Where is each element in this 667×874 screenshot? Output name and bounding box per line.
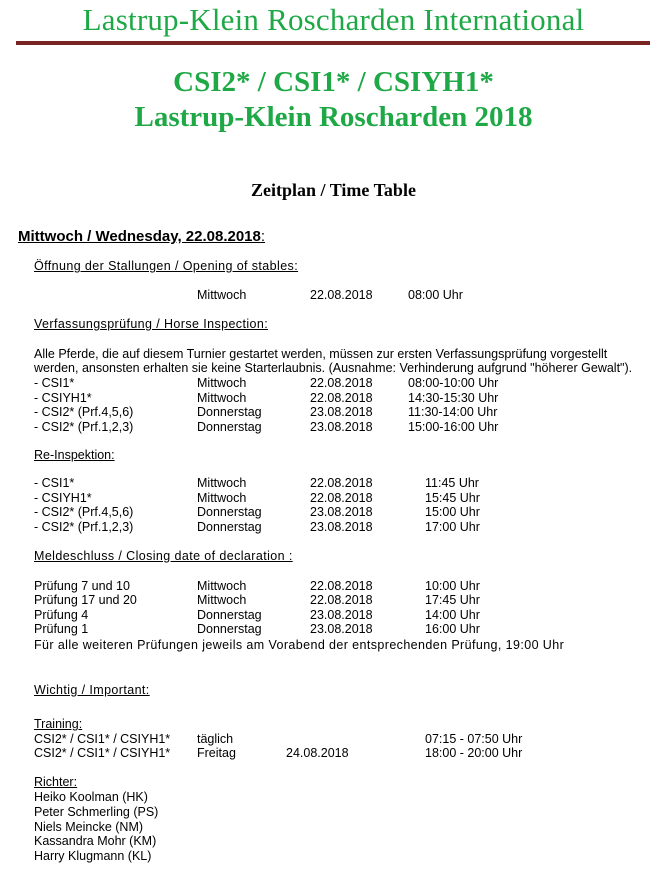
inspection-row-date: 22.08.2018	[310, 376, 373, 390]
stables-day: Mittwoch	[197, 288, 247, 302]
inspection-row-day: Mittwoch	[197, 391, 247, 405]
training-heading: Training:	[34, 717, 83, 731]
inspection-row-date: 23.08.2018	[310, 405, 373, 419]
closing-row-label: Prüfung 1	[34, 622, 89, 636]
closing-note: Für alle weiteren Prüfungen jeweils am Vorabend der entsprechenden Prüfung, 19:00 Uhr	[34, 638, 565, 652]
closing-row-date: 22.08.2018	[310, 579, 373, 593]
training-row-date: 24.08.2018	[286, 746, 349, 760]
closing-row-time: 10:00 Uhr	[425, 579, 480, 593]
reinspection-row-label: - CSIYH1*	[34, 491, 92, 505]
day-heading	[18, 228, 265, 245]
judge-name: Heiko Koolman (HK)	[34, 790, 148, 804]
training-row-day: täglich	[197, 732, 234, 746]
judges-heading: Richter:	[34, 775, 78, 789]
inspection-row-day: Donnerstag	[197, 420, 262, 434]
inspection-note: Alle Pferde, die auf diesem Turnier gestartet werden, müssen zur ersten Verfassungsprüfung vorgestellt werden, ansonsten erhalten sie keine Starterlaubnis. (Ausnahme: Verhinderung aufgrund "höherer Gewalt").	[34, 347, 633, 375]
reinspection-row-day: Mittwoch	[197, 491, 247, 505]
reinspection-row-time: 11:45 Uhr	[425, 476, 479, 490]
header-divider	[16, 41, 650, 45]
closing-row-label: Prüfung 17 und 20	[34, 593, 137, 607]
inspection-row-time: 08:00-10:00 Uhr	[408, 376, 499, 390]
reinspection-heading: Re-Inspektion:	[34, 448, 115, 462]
stables-heading: Öffnung der Stallungen / Opening of stables:	[34, 259, 299, 273]
stables-time: 08:00 Uhr	[408, 288, 463, 302]
reinspection-row-label: - CSI2* (Prf.1,2,3)	[34, 520, 134, 534]
inspection-row-time: 15:00-16:00 Uhr	[408, 420, 499, 434]
inspection-row-time: 14:30-15:30 Uhr	[408, 391, 499, 405]
reinspection-row-time: 17:00 Uhr	[425, 520, 480, 534]
training-row-label: CSI2* / CSI1* / CSIYH1*	[34, 746, 171, 760]
closing-row-day: Donnerstag	[197, 622, 262, 636]
judge-name: Harry Klugmann (KL)	[34, 849, 152, 863]
closing-row-date: 23.08.2018	[310, 608, 373, 622]
inspection-row-day: Donnerstag	[197, 405, 262, 419]
closing-row-date: 22.08.2018	[310, 593, 373, 607]
closing-heading: Meldeschluss / Closing date of declaration :	[34, 549, 293, 563]
inspection-row-label: - CSI2* (Prf.4,5,6)	[34, 405, 134, 419]
reinspection-row-date: 23.08.2018	[310, 520, 373, 534]
closing-row-time: 17:45 Uhr	[425, 593, 480, 607]
important-heading: Wichtig / Important:	[34, 683, 150, 697]
inspection-row-label: - CSI1*	[34, 376, 75, 390]
reinspection-row-day: Mittwoch	[197, 476, 247, 490]
closing-row-label: Prüfung 7 und 10	[34, 579, 130, 593]
timetable-subtitle: Zeitplan / Time Table	[251, 180, 416, 200]
reinspection-row-time: 15:45 Uhr	[425, 491, 480, 505]
inspection-row-label: - CSI2* (Prf.1,2,3)	[34, 420, 134, 434]
closing-row-day: Mittwoch	[197, 593, 247, 607]
training-row-day: Freitag	[197, 746, 236, 760]
closing-row-date: 23.08.2018	[310, 622, 373, 636]
reinspection-row-time: 15:00 Uhr	[425, 505, 480, 519]
inspection-row-label: - CSIYH1*	[34, 391, 92, 405]
judge-name: Peter Schmerling (PS)	[34, 805, 159, 819]
closing-row-day: Donnerstag	[197, 608, 262, 622]
event-classes-title: CSI2* / CSI1* / CSIYH1*	[173, 66, 494, 98]
event-year-title: Lastrup-Klein Roscharden 2018	[134, 101, 533, 133]
reinspection-row-day: Donnerstag	[197, 505, 262, 519]
inspection-row-time: 11:30-14:00 Uhr	[408, 405, 498, 419]
reinspection-row-date: 22.08.2018	[310, 476, 373, 490]
reinspection-row-date: 22.08.2018	[310, 491, 373, 505]
reinspection-row-day: Donnerstag	[197, 520, 262, 534]
day-heading-text: Mittwoch / Wednesday, 22.08.2018	[18, 228, 261, 245]
day-heading-colon: :	[260, 228, 266, 245]
inspection-row-date: 23.08.2018	[310, 420, 373, 434]
inspection-row-day: Mittwoch	[197, 376, 247, 390]
reinspection-row-label: - CSI2* (Prf.4,5,6)	[34, 505, 134, 519]
inspection-row-date: 22.08.2018	[310, 391, 373, 405]
closing-row-time: 16:00 Uhr	[425, 622, 480, 636]
stables-date: 22.08.2018	[310, 288, 373, 302]
reinspection-row-date: 23.08.2018	[310, 505, 373, 519]
training-row-time: 07:15 - 07:50 Uhr	[425, 732, 523, 746]
judge-name: Niels Meincke (NM)	[34, 820, 144, 834]
closing-row-label: Prüfung 4	[34, 608, 89, 622]
training-row-time: 18:00 - 20:00 Uhr	[425, 746, 523, 760]
closing-row-time: 14:00 Uhr	[425, 608, 480, 622]
training-row-label: CSI2* / CSI1* / CSIYH1*	[34, 732, 171, 746]
reinspection-row-label: - CSI1*	[34, 476, 75, 490]
closing-row-day: Mittwoch	[197, 579, 247, 593]
judge-name: Kassandra Mohr (KM)	[34, 834, 157, 848]
event-brand-title: Lastrup-Klein Roscharden International	[82, 2, 585, 37]
inspection-heading: Verfassungsprüfung / Horse Inspection:	[34, 317, 269, 331]
